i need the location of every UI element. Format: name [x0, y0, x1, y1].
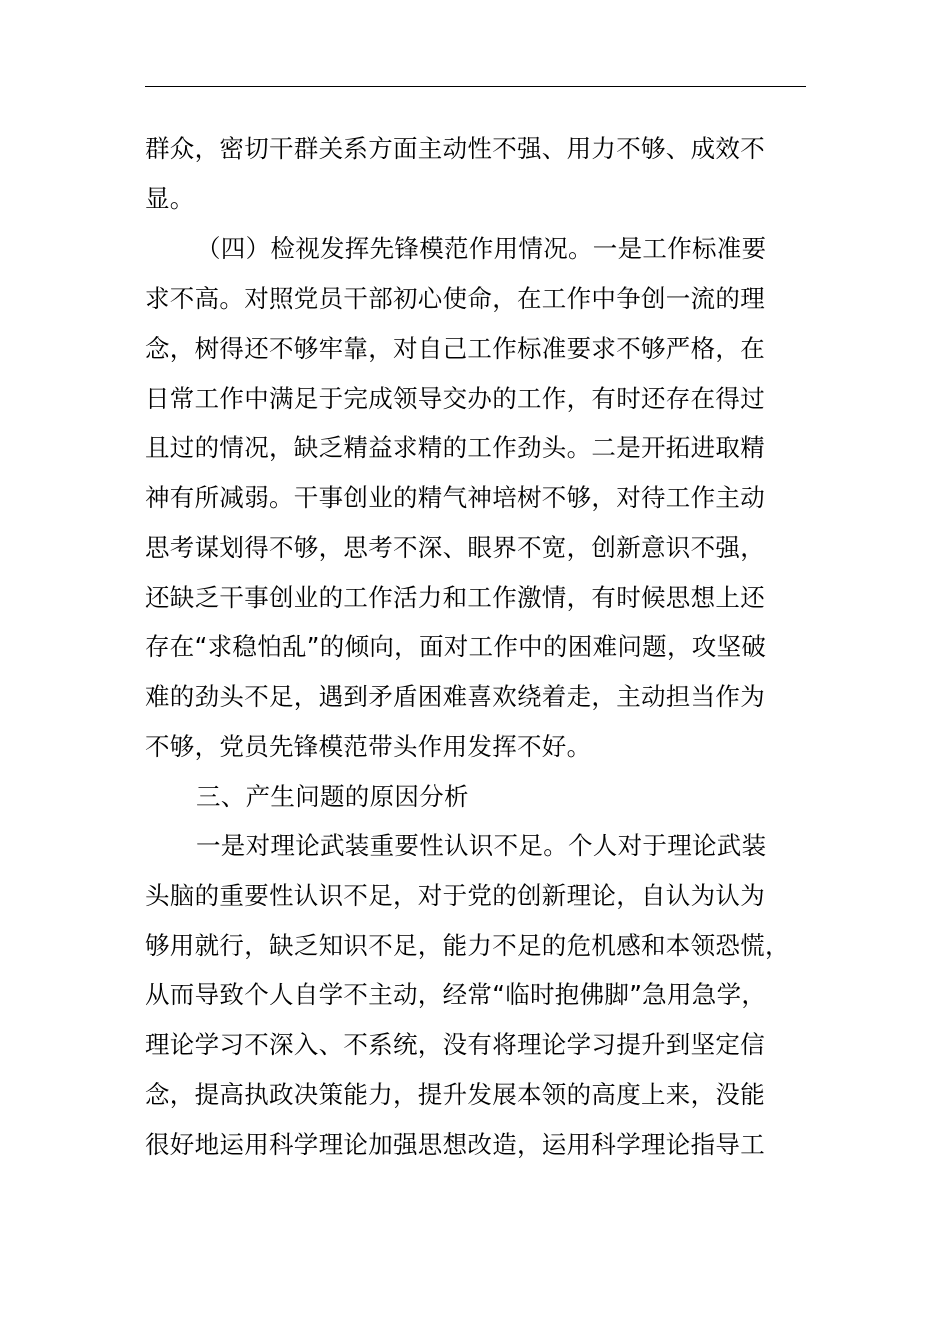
section-heading-line: （四）检视发挥先锋模范作用情况。一是工作标准要: [196, 234, 767, 263]
text-line: 理论学习不深入、不系统，没有将理论学习提升到坚定信: [145, 1030, 765, 1059]
text-line: 念，提高执政决策能力，提升发展本领的高度上来，没能: [145, 1080, 765, 1109]
text-line: 存在“求稳怕乱”的倾向，面对工作中的困难问题，攻坚破: [145, 632, 767, 661]
text-line: 不够，党员先锋模范带头作用发挥不好。: [145, 732, 592, 761]
text-line: 且过的情况，缺乏精益求精的工作劲头。二是开拓进取精: [145, 433, 765, 462]
text-line: 群众，密切干群关系方面主动性不强、用力不够、成效不: [145, 134, 765, 163]
text-line: 头脑的重要性认识不足，对于党的创新理论，自认为认为: [145, 881, 765, 910]
text-line: 显。: [145, 184, 195, 213]
text-line: 从而导致个人自学不主动，经常“临时抱佛脚”急用急学，: [145, 980, 767, 1009]
text-line: 念，树得还不够牢靠，对自己工作标准要求不够严格，在: [145, 334, 765, 363]
text-line: 够用就行，缺乏知识不足，能力不足的危机感和本领恐慌，: [145, 931, 790, 960]
header-rule: [145, 86, 806, 87]
text-line: 日常工作中满足于完成领导交办的工作，有时还存在得过: [145, 384, 765, 413]
text-line: 还缺乏干事创业的工作活力和工作激情，有时候思想上还: [145, 583, 765, 612]
text-line: 神有所减弱。干事创业的精气神培树不够，对待工作主动: [145, 483, 765, 512]
section-title: 三、产生问题的原因分析: [196, 782, 469, 811]
text-line: 难的劲头不足，遇到矛盾困难喜欢绕着走，主动担当作为: [145, 682, 765, 711]
text-line: 很好地运用科学理论加强思想改造，运用科学理论指导工: [145, 1130, 765, 1159]
text-line: 思考谋划得不够，思考不深、眼界不宽，创新意识不强，: [145, 533, 765, 562]
text-line: 求不高。对照党员干部初心使命，在工作中争创一流的理: [145, 284, 765, 313]
text-line: 一是对理论武装重要性认识不足。个人对于理论武装: [196, 831, 767, 860]
